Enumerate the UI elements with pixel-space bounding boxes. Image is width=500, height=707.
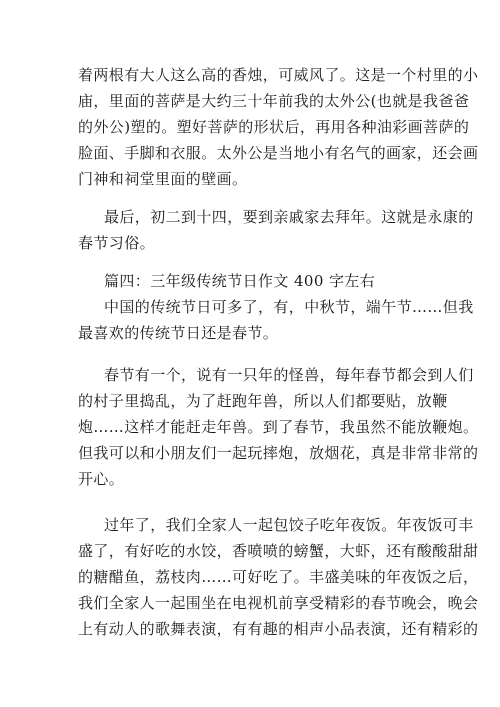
paragraph-1-line-3: 的外公)塑的。塑好菩萨的形状后，再用各种油彩画菩萨的 bbox=[78, 118, 470, 136]
paragraph-5-line-3: 的糖醋鱼，荔枝肉……可好吃了。丰盛美味的年夜饭之后， bbox=[78, 568, 479, 586]
paragraph-4-line-1: 春节有一个，说有一只年的怪兽，每年春节都会到人们 bbox=[104, 366, 474, 384]
paragraph-1-line-4: 脸面、手脚和衣服。太外公是当地小有名气的画家，还会画 bbox=[78, 144, 479, 162]
paragraph-5-line-1: 过年了，我们全家人一起包饺子吃年夜饭。年夜饭可丰 bbox=[104, 516, 474, 534]
paragraph-1-line-5: 门神和祠堂里面的壁画。 bbox=[78, 170, 248, 188]
paragraph-1-line-1: 着两根有大人这么高的香烛，可威风了。这是一个村里的小 bbox=[78, 66, 479, 84]
paragraph-5-line-5: 上有动人的歌舞表演，有有趣的相声小品表演，还有精彩的 bbox=[78, 620, 479, 638]
paragraph-1-line-2: 庙，里面的菩萨是大约三十年前我的太外公(也就是我爸爸 bbox=[78, 92, 470, 110]
paragraph-5-line-2: 盛了，有好吃的水饺，香喷喷的螃蟹，大虾，还有酸酸甜甜 bbox=[78, 542, 479, 560]
paragraph-4-line-3: 炮……这样才能赶走年兽。到了春节，我虽然不能放鞭炮。 bbox=[78, 418, 479, 436]
paragraph-2-line-2: 春节习俗。 bbox=[78, 234, 156, 252]
paragraph-4-line-5: 开心。 bbox=[78, 470, 125, 488]
paragraph-5-line-4: 我们全家人一起围坐在电视机前享受精彩的春节晚会，晚会 bbox=[78, 594, 479, 612]
section-heading: 篇四：三年级传统节日作文 400 字左右 bbox=[104, 272, 376, 290]
paragraph-4-line-4: 但我可以和小朋友们一起玩摔炮，放烟花，真是非常非常的 bbox=[78, 444, 479, 462]
paragraph-4-line-2: 的村子里捣乱，为了赶跑年兽，所以人们都要贴，放鞭 bbox=[78, 392, 448, 410]
paragraph-2-line-1: 最后，初二到十四，要到亲戚家去拜年。这就是永康的 bbox=[104, 208, 474, 226]
paragraph-3-line-2: 最喜欢的传统节日还是春节。 bbox=[78, 324, 279, 342]
paragraph-3-line-1: 中国的传统节日可多了，有，中秋节，端午节……但我 bbox=[104, 298, 474, 316]
